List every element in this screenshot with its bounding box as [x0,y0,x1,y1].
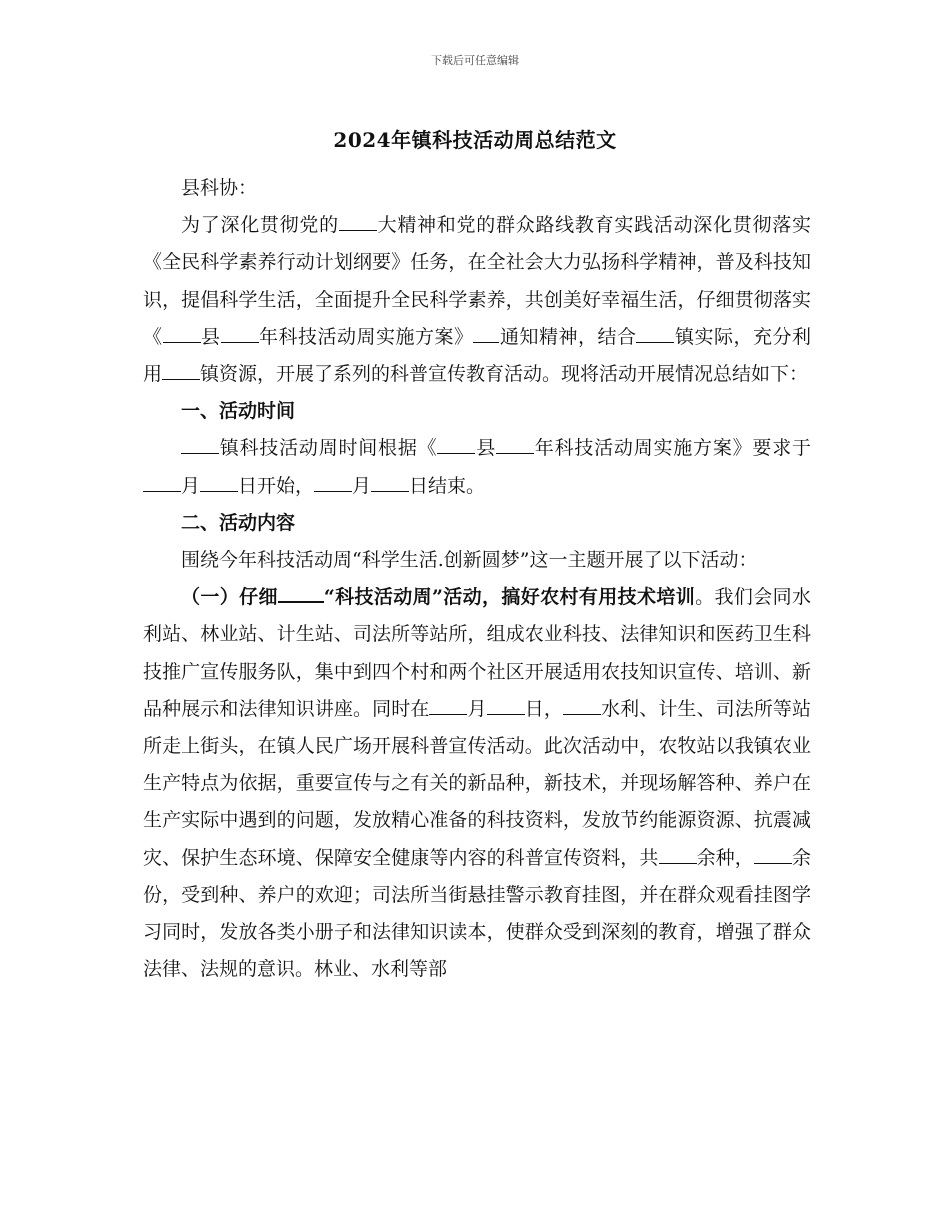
blank [636,325,674,343]
blank [473,325,499,343]
blank [339,213,377,231]
blank [181,436,219,454]
activity-item-1: （一）仔细 “科技活动周”活动，搞好农村有用技术培训。我们会同水利站、林业站、计生站、司法所等站所，组成农业科技、法律知识和医药卫生科技推广宣传服务队，集中到四个村和两个社区开展适用农技知识宣传、培训、新品种展示和法律知识讲座。同时在 月 日， 水利、计生、司法所等站所走上街头，在镇人民广场开展科普宣传活动。此次活动中，农牧站以我镇农业生产特点为依据，重要宣传与之有关的新品种，新技术，并现场解答种、养户在生产实际中遇到的问题，发放精心准备的科技资料，发放节约能源资源、抗震减灾、保护生态环境、保障安全健康等内容的科普宣传资料，共 余种， 余份，受到种、养户的欢迎；司法所当街悬挂警示教育挂图，并在群众观看挂图学习同时，发放各类小册子和法律知识读本，使群众受到深刻的教育，增强了群众法律、法规的意识。林业、水利等部 [143,586,811,981]
blank [437,436,475,454]
blank [371,474,409,492]
intro-paragraph: 为了深化贯彻党的 大精神和党的群众路线教育实践活动深化贯彻落实《全民科学素养行动计划纲要》任务，在全社会大力弘扬科学精神，普及科技知识，提倡科学生活，全面提升全民科学素养，共创美好幸福生活，仔细贯彻落实《 县 年科技活动周实施方案》 通知精神，结合 镇实际，充分利用 镇资源，开展了系列的科普宣传教育活动。现将活动开展情况总结如下： [143,214,811,386]
activity-time-paragraph: 镇科技活动周时间根据《 县 年科技活动周实施方案》要求于月 日开始， 月 日结束。 [143,430,811,504]
blank [314,474,352,492]
blank [659,846,697,864]
blank [200,474,238,492]
blank [487,697,525,715]
activity-content-intro: 围绕今年科技活动周“科学生活.创新圆梦”这一主题开展了以下活动： [181,549,758,572]
blank [278,584,324,603]
blank [496,436,534,454]
salutation: 县科协： [181,177,258,199]
blank [563,697,601,715]
blank [163,325,201,343]
blank [221,325,259,343]
blank [754,846,792,864]
blank [143,474,181,492]
header-note: 下载后可任意编辑 [431,54,519,67]
blank [429,697,467,715]
section-heading-activity-content: 二、活动内容 [181,511,296,534]
document-title: 2024年镇科技活动周总结范文 [333,128,617,152]
blank [162,362,200,380]
section-heading-activity-time: 一、活动时间 [181,400,296,423]
document-body [143,170,811,988]
